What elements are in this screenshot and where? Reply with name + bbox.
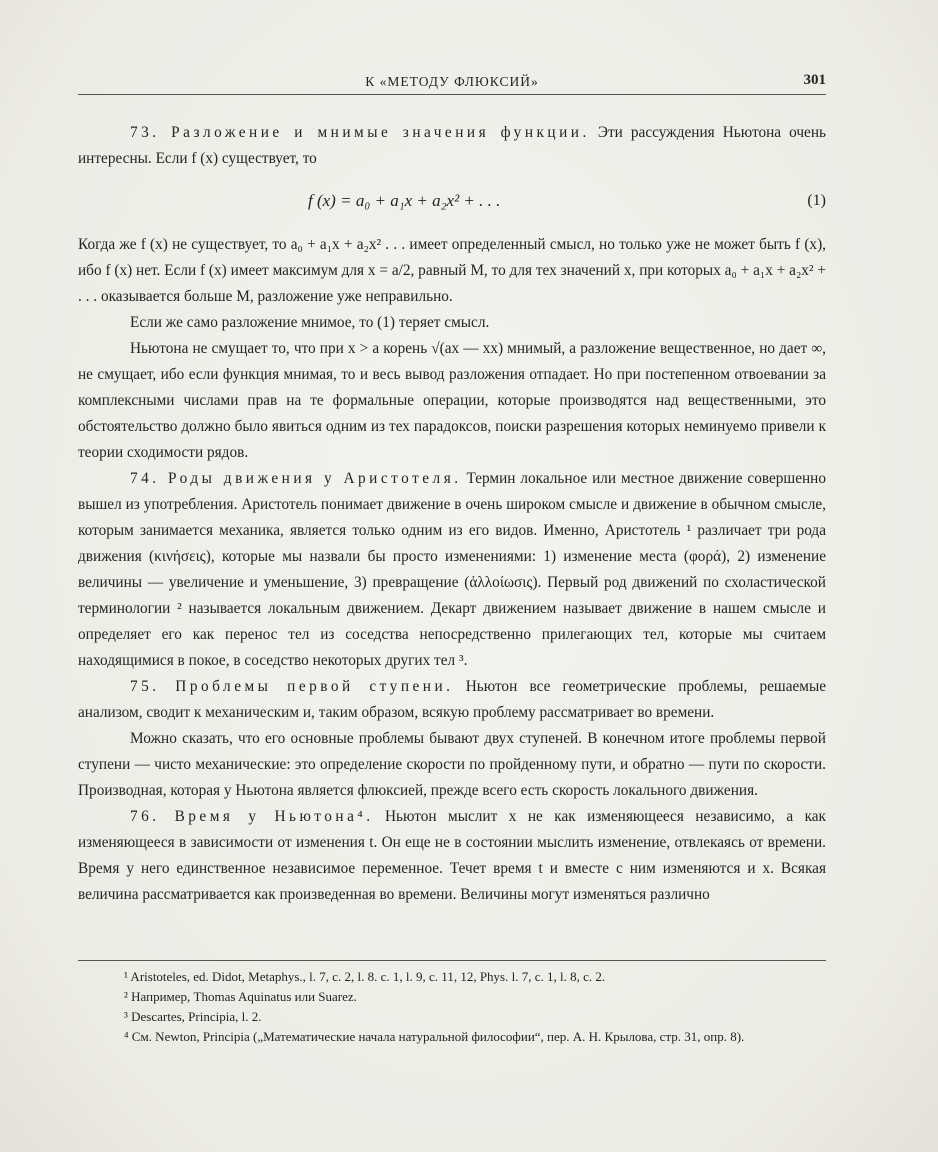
section-heading: 76. Время у Ньютона⁴. <box>130 808 374 825</box>
paragraph-75 <box>78 674 826 726</box>
running-header <box>78 66 826 95</box>
paragraph-73-continued: Когда же f (x) не существует, то a₀ + a₁x + a₂x² . . . имеет определенный смысл, но только уже не может быть f (x), ибо f (x) нет. Если f (x) имеет максимум для x = a/2, равный M, то для тех значений x, при которых a₀ + a₁x + a₂x² + . . . оказывается больше M, разложение уже неправильно. <box>78 236 826 305</box>
paragraph-text: Ньютон все геометрические проблемы, решаемые анализом, сводит к механическим и, таким образом, всякую проблему рассматривает во времени. <box>78 678 827 721</box>
page-number: 301 <box>803 72 826 88</box>
paragraph-75-b: Можно сказать, что его основные проблемы бывают двух ступеней. В конечном итоге проблемы первой ступени — чисто механические: это определение скорости по пройденному пути, и обратно — пути по скорости. Производная, которая у Ньютона является флюксией, прежде всего есть скорость локального движения. <box>78 730 826 799</box>
paragraph-text: Эти рассуждения Ньютона очень интересны. Если f (x) существует, то <box>78 124 827 167</box>
formula-expression: f (x) = a₀ + a₁x + a₂x² + . . . <box>308 191 501 210</box>
footnotes <box>78 960 826 1047</box>
main-text <box>78 120 826 908</box>
footnote-2: ² Например, Thomas Aquinatus или Suarez. <box>124 989 357 1004</box>
paragraph-73-b: Если же само разложение мнимое, то (1) теряет смысл. <box>130 314 490 331</box>
paragraph-73-c: Ньютона не смущает то, что при x > a корень √(ax — xx) мнимый, а разложение вещественное, но дает ∞, не смущает, ибо если функция мнимая, то и весь вывод разложения отпадает. Но при постепенном отвоевании за комплексными числами прав на те формальные операции, которые производятся над вещественными, это обстоятельство должно было явиться одним из тех парадоксов, поиски разрешения которых неминуемо привели к теории сходимости рядов. <box>78 340 826 461</box>
footnote-3: ³ Descartes, Principia, l. 2. <box>124 1009 262 1024</box>
section-heading: 75. Проблемы первой ступени. <box>130 678 454 695</box>
footnote-4: ⁴ См. Newton, Principia („Математические начала натуральной философии“, пер. А. Н. Крылова, стр. 31, опр. 8). <box>124 1029 745 1044</box>
section-heading: 74. Роды движения у Аристотеля. <box>130 470 462 487</box>
equation-number: (1) <box>807 192 826 209</box>
paragraph-74 <box>78 466 826 674</box>
paragraph-73 <box>78 120 826 172</box>
paragraph-text: Ньютон мыслит x не как изменяющееся независимо, а как изменяющееся в зависимости от изменения t. Он еще не в состоянии мыслить изменение, отвлекаясь от времени. Время у него единственное независимое переменное. Течет время t и вместе с ним изменяются и x. Всякая величина рассматривается как произведенная во времени. Величины могут изменяться различно <box>78 808 826 903</box>
formula-1 <box>78 176 826 230</box>
running-title: К «МЕТОДУ ФЛЮКСИЙ» <box>365 74 539 89</box>
section-heading: 73. Разложение и мнимые значения функции. <box>130 124 590 141</box>
paragraph-76 <box>78 804 826 908</box>
footnote-1: ¹ Aristoteles, ed. Didot, Metaphys., l. 7, c. 2, l. 8. c. 1, l. 9, c. 11, 12, Phys. l. 7, c. 1, l. 8, c. 2. <box>124 969 606 984</box>
paragraph-text: Термин локальное или местное движение совершенно вышел из употребления. Аристотель понимает движение в очень широком смысле и движение в обычном смысле, которым занимается механика, является только одним из его видов. Именно, Аристотель ¹ различает три рода движения (κινήσεις), которые мы назвали бы просто изменениями: 1) изменение места (φορά), 2) изменение величины — увеличение и уменьшение, 3) превращение (ἀλλοίωσις). Первый род движений по схоластической терминологии ² называется локальным движением. Декарт движением называет движение в нашем смысле и определяет его как перенос тел из соседства непосредственно прилегающих тел, которые мы считаем находящимися в покое, в соседство некоторых других тел ³. <box>78 470 826 669</box>
